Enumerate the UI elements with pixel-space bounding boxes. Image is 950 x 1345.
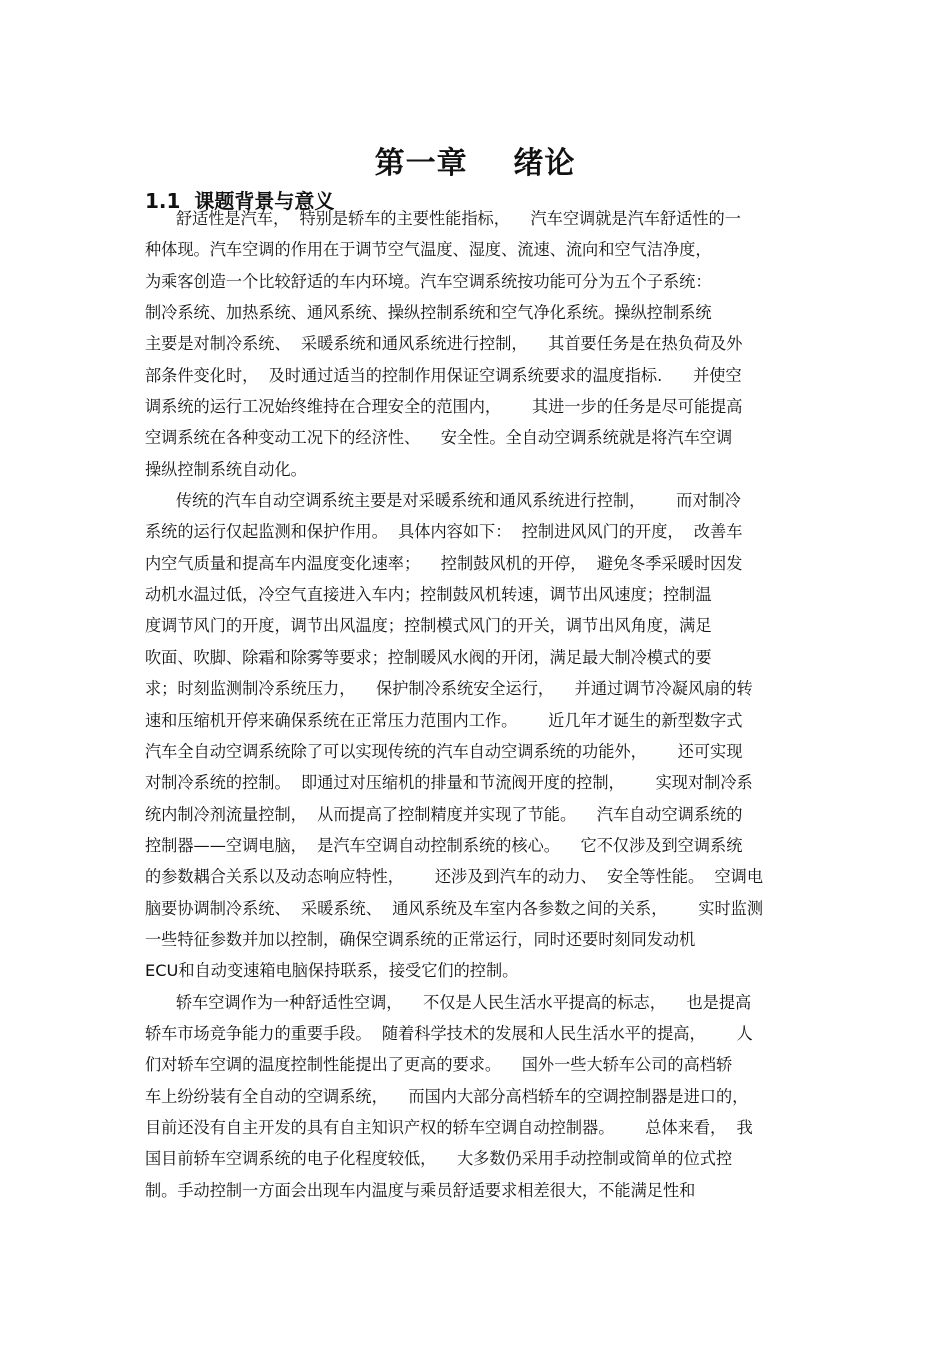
text-line: 求；时刻监测制冷系统压力， 保护制冷系统安全运行， 并通过调节冷凝风扇的转	[145, 679, 753, 699]
text-line: 车上纷纷装有全自动的空调系统， 而国内大部分高档轿车的空调控制器是进口的，	[145, 1086, 749, 1106]
text-line: 舒适性是汽车， 特别是轿车的主要性能指标， 汽车空调就是汽车舒适性的一	[145, 209, 741, 228]
text-line: 对制冷系统的控制。 即通过对压缩机的排量和节流阀开度的控制， 实现对制冷系	[145, 773, 753, 793]
text-line: 统内制冷剂流量控制， 从而提高了控制精度并实现了节能。 汽车自动空调系统的	[145, 804, 743, 824]
text-line: 的参数耦合关系以及动态响应特性， 还涉及到汽车的动力、 安全等性能。 空调电	[145, 867, 764, 887]
text-line: 国目前轿车空调系统的电子化程度较低， 大多数仍采用手动控制或简单的位式控	[145, 1149, 733, 1169]
text-line: 汽车全自动空调系统除了可以实现传统的汽车自动空调系统的功能外， 还可实现	[145, 741, 743, 761]
text-line: 调系统的运行工况始终维持在合理安全的范围内， 其进一步的任务是尽可能提高	[145, 397, 743, 417]
text-line: 空调系统在各种变动工况下的经济性、 安全性。全自动空调系统就是将汽车空调	[145, 428, 733, 448]
chapter-title: 第一章 绪论	[374, 146, 576, 182]
text-line: 部条件变化时， 及时通过适当的控制作用保证空调系统要求的温度指标. 并使空	[145, 365, 742, 385]
body-text	[145, 203, 810, 1206]
text-line: 们对轿车空调的温度控制性能提出了更高的要求。 国外一些大轿车公司的高档轿	[145, 1055, 733, 1075]
text-line: 目前还没有自主开发的具有自主知识产权的轿车空调自动控制器。 总体来看， 我	[145, 1117, 753, 1137]
text-line: 度调节风门的开度，调节出风温度；控制模式风门的开关，调节出风角度，满足	[145, 616, 712, 636]
text-line: 轿车空调作为一种舒适性空调， 不仅是人民生活水平提高的标志， 也是提高	[145, 992, 752, 1012]
text-line: 操纵控制系统自动化。	[145, 459, 307, 479]
text-line: 传统的汽车自动空调系统主要是对采暖系统和通风系统进行控制， 而对制冷	[145, 491, 741, 511]
text-line: 控制器——空调电脑， 是汽车空调自动控制系统的核心。 它不仅涉及到空调系统	[145, 835, 743, 855]
text-line: 为乘客创造一个比较舒适的车内环境。汽车空调系统按功能可分为五个子系统：	[145, 271, 712, 291]
text-line: 一些特征参数并加以控制，确保空调系统的正常运行，同时还要时刻同发动机	[145, 929, 696, 949]
text-line: 内空气质量和提高车内温度变化速率； 控制鼓风机的开停， 避免冬季采暖时因发	[145, 553, 743, 573]
text-line: 主要是对制冷系统、 采暖系统和通风系统进行控制， 其首要任务是在热负荷及外	[145, 334, 743, 354]
section-heading: 1.1 课题背景与意义	[145, 188, 335, 213]
text-line: 吹面、吹脚、除霜和除雾等要求；控制暖风水阀的开闭，满足最大制冷模式的要	[145, 647, 712, 667]
text-line: 种体现。汽车空调的作用在于调节空气温度、湿度、流速、流向和空气洁净度，	[145, 240, 712, 260]
text-line: 轿车市场竞争能力的重要手段。 随着科学技术的发展和人民生活水平的提高， 人	[145, 1023, 753, 1043]
text-line: 脑要协调制冷系统、 采暖系统、 通风系统及车室内各参数之间的关系， 实时监测	[145, 898, 764, 918]
text-line: 制冷系统、加热系统、通风系统、操纵控制系统和空气净化系统。操纵控制系统	[145, 303, 712, 323]
text-line: 系统的运行仅起监测和保护作用。 具体内容如下： 控制进风风门的开度， 改善车	[145, 522, 743, 542]
text-line: 制。手动控制一方面会出现车内温度与乘员舒适要求相差很大，不能满足性和	[145, 1180, 696, 1200]
text-line: 动机水温过低，冷空气直接进入车内；控制鼓风机转速，调节出风速度；控制温	[145, 585, 712, 605]
text-line: 速和压缩机开停来确保系统在正常压力范围内工作。 近几年才诞生的新型数字式	[145, 710, 743, 730]
text-line: ECU和自动变速箱电脑保持联系，接受它们的控制。	[145, 961, 519, 981]
